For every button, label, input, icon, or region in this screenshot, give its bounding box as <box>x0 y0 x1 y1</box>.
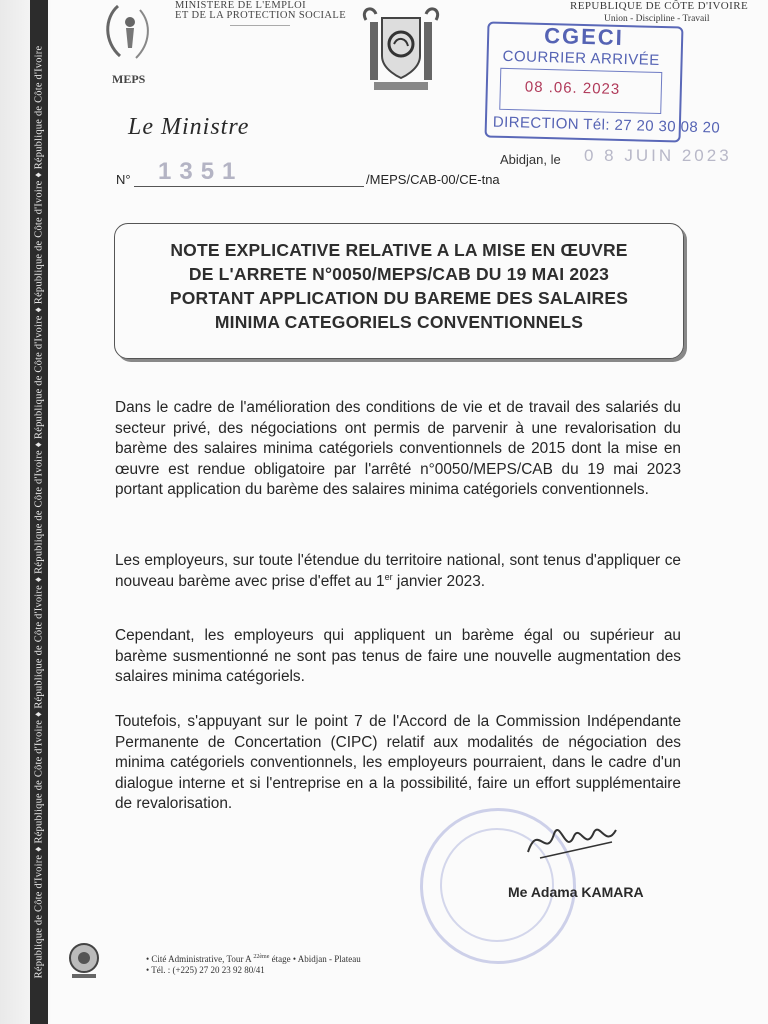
paragraph-4: Toutefois, s'appuyant sur le point 7 de l'Accord de la Commission Indépendante Permanente de Concertation (CIPC) relatif aux modalités de négociation des minima catégoriels conventionnels, les employeurs pourraient, dans le cadre d'un dialogue interne et si l'entreprise en a la possibilité, faire un effort supplémentaire de revalorisation. <box>115 713 681 813</box>
reference-suffix: /MEPS/CAB-00/CE-tna <box>366 172 500 187</box>
ministry-rule <box>230 25 290 26</box>
paragraph-2-superscript: er <box>384 571 393 582</box>
side-band-text: République de Côte d'Ivoire ♦ République de Côte d'Ivoire ♦ République de Côte d'Ivoire ♦ République de Côte d'Ivoire ♦ République de Côte d'Ivoire ♦ République de Côte d'Ivoire ♦ République de Côte d'Ivoire <box>33 45 45 979</box>
meps-logo <box>90 0 170 90</box>
republic-name: REPUBLIQUE DE CÔTE D'IVOIRE <box>570 0 749 12</box>
footer-address-superscript: 22ème <box>253 954 270 960</box>
reference-underline <box>134 186 364 187</box>
stamp-direction: DIRECTION Tél: 27 20 30 08 20 <box>492 113 721 137</box>
footer-emblem <box>66 940 102 980</box>
reference-number: 1351 <box>158 158 244 185</box>
stamp-title: COURRIER ARRIVÉE <box>502 47 661 69</box>
stamp-date: 08 .06. 2023 <box>524 78 621 98</box>
minister-title: Le Ministre <box>128 114 250 140</box>
ministry-name-line2: ET DE LA PROTECTION SOCIALE <box>175 10 347 21</box>
handwritten-date: 0 8 JUIN 2023 <box>584 146 732 165</box>
title-line-2: DE L'ARRETE N°0050/MEPS/CAB DU 19 MAI 2023 <box>188 264 610 284</box>
meps-label: MEPS <box>112 72 146 86</box>
paragraph-2-end: janvier 2023. <box>392 572 486 590</box>
republic-motto: Union - Discipline - Travail <box>604 14 710 24</box>
stamp-org: CGECI <box>543 22 625 51</box>
paragraph-3: Cependant, les employeurs qui appliquent un barème égal ou supérieur au barème susmentionné ne sont pas tenus de faire une nouvelle augmentation des salaires minima catégoriels. <box>115 627 681 686</box>
signature <box>520 812 630 872</box>
coat-of-arms-emblem <box>356 0 446 96</box>
place-date-label: Abidjan, le <box>500 152 561 167</box>
ministry-name-line1: MINISTERE DE L'EMPLOI <box>175 0 307 11</box>
footer-phone: • Tél. : (+225) 27 20 23 92 80/41 <box>146 965 265 975</box>
paragraph-1: Dans le cadre de l'amélioration des conditions de vie et de travail des salariés du secteur privé, des négociations ont permis de parvenir à une revalorisation du barème des salaires minima catégoriels conventionnels de 2015 dont la mise en œuvre est rendue obligatoire par l'arrêté n°0050/MEPS/CAB du 19 mai 2023 portant application du barème des salaires minima catégoriels conventionnels. <box>115 399 681 499</box>
title-box <box>114 223 684 359</box>
reference-prefix: N° <box>116 172 131 187</box>
title-line-1: NOTE EXPLICATIVE RELATIVE A LA MISE EN ŒUVRE <box>170 240 628 260</box>
footer-address <box>146 954 361 964</box>
place-date <box>500 146 732 167</box>
reception-stamp <box>485 21 721 142</box>
stamp-date-box <box>499 68 662 114</box>
footer-address-end: étage • Abidjan - Plateau <box>269 954 361 964</box>
title-line-3: PORTANT APPLICATION DU BAREME DES SALAIRES <box>169 288 629 308</box>
title-line-4: MINIMA CATEGORIELS CONVENTIONNELS <box>214 312 584 332</box>
footer-address-text: • Cité Administrative, Tour A <box>146 954 254 964</box>
signatory-name: Me Adama KAMARA <box>508 884 644 900</box>
paragraph-2 <box>115 551 681 592</box>
paragraph-2-text: Les employeurs, sur toute l'étendue du territoire national, sont tenus d'appliquer ce nouveau barème avec prise d'effet au 1 <box>115 552 681 590</box>
